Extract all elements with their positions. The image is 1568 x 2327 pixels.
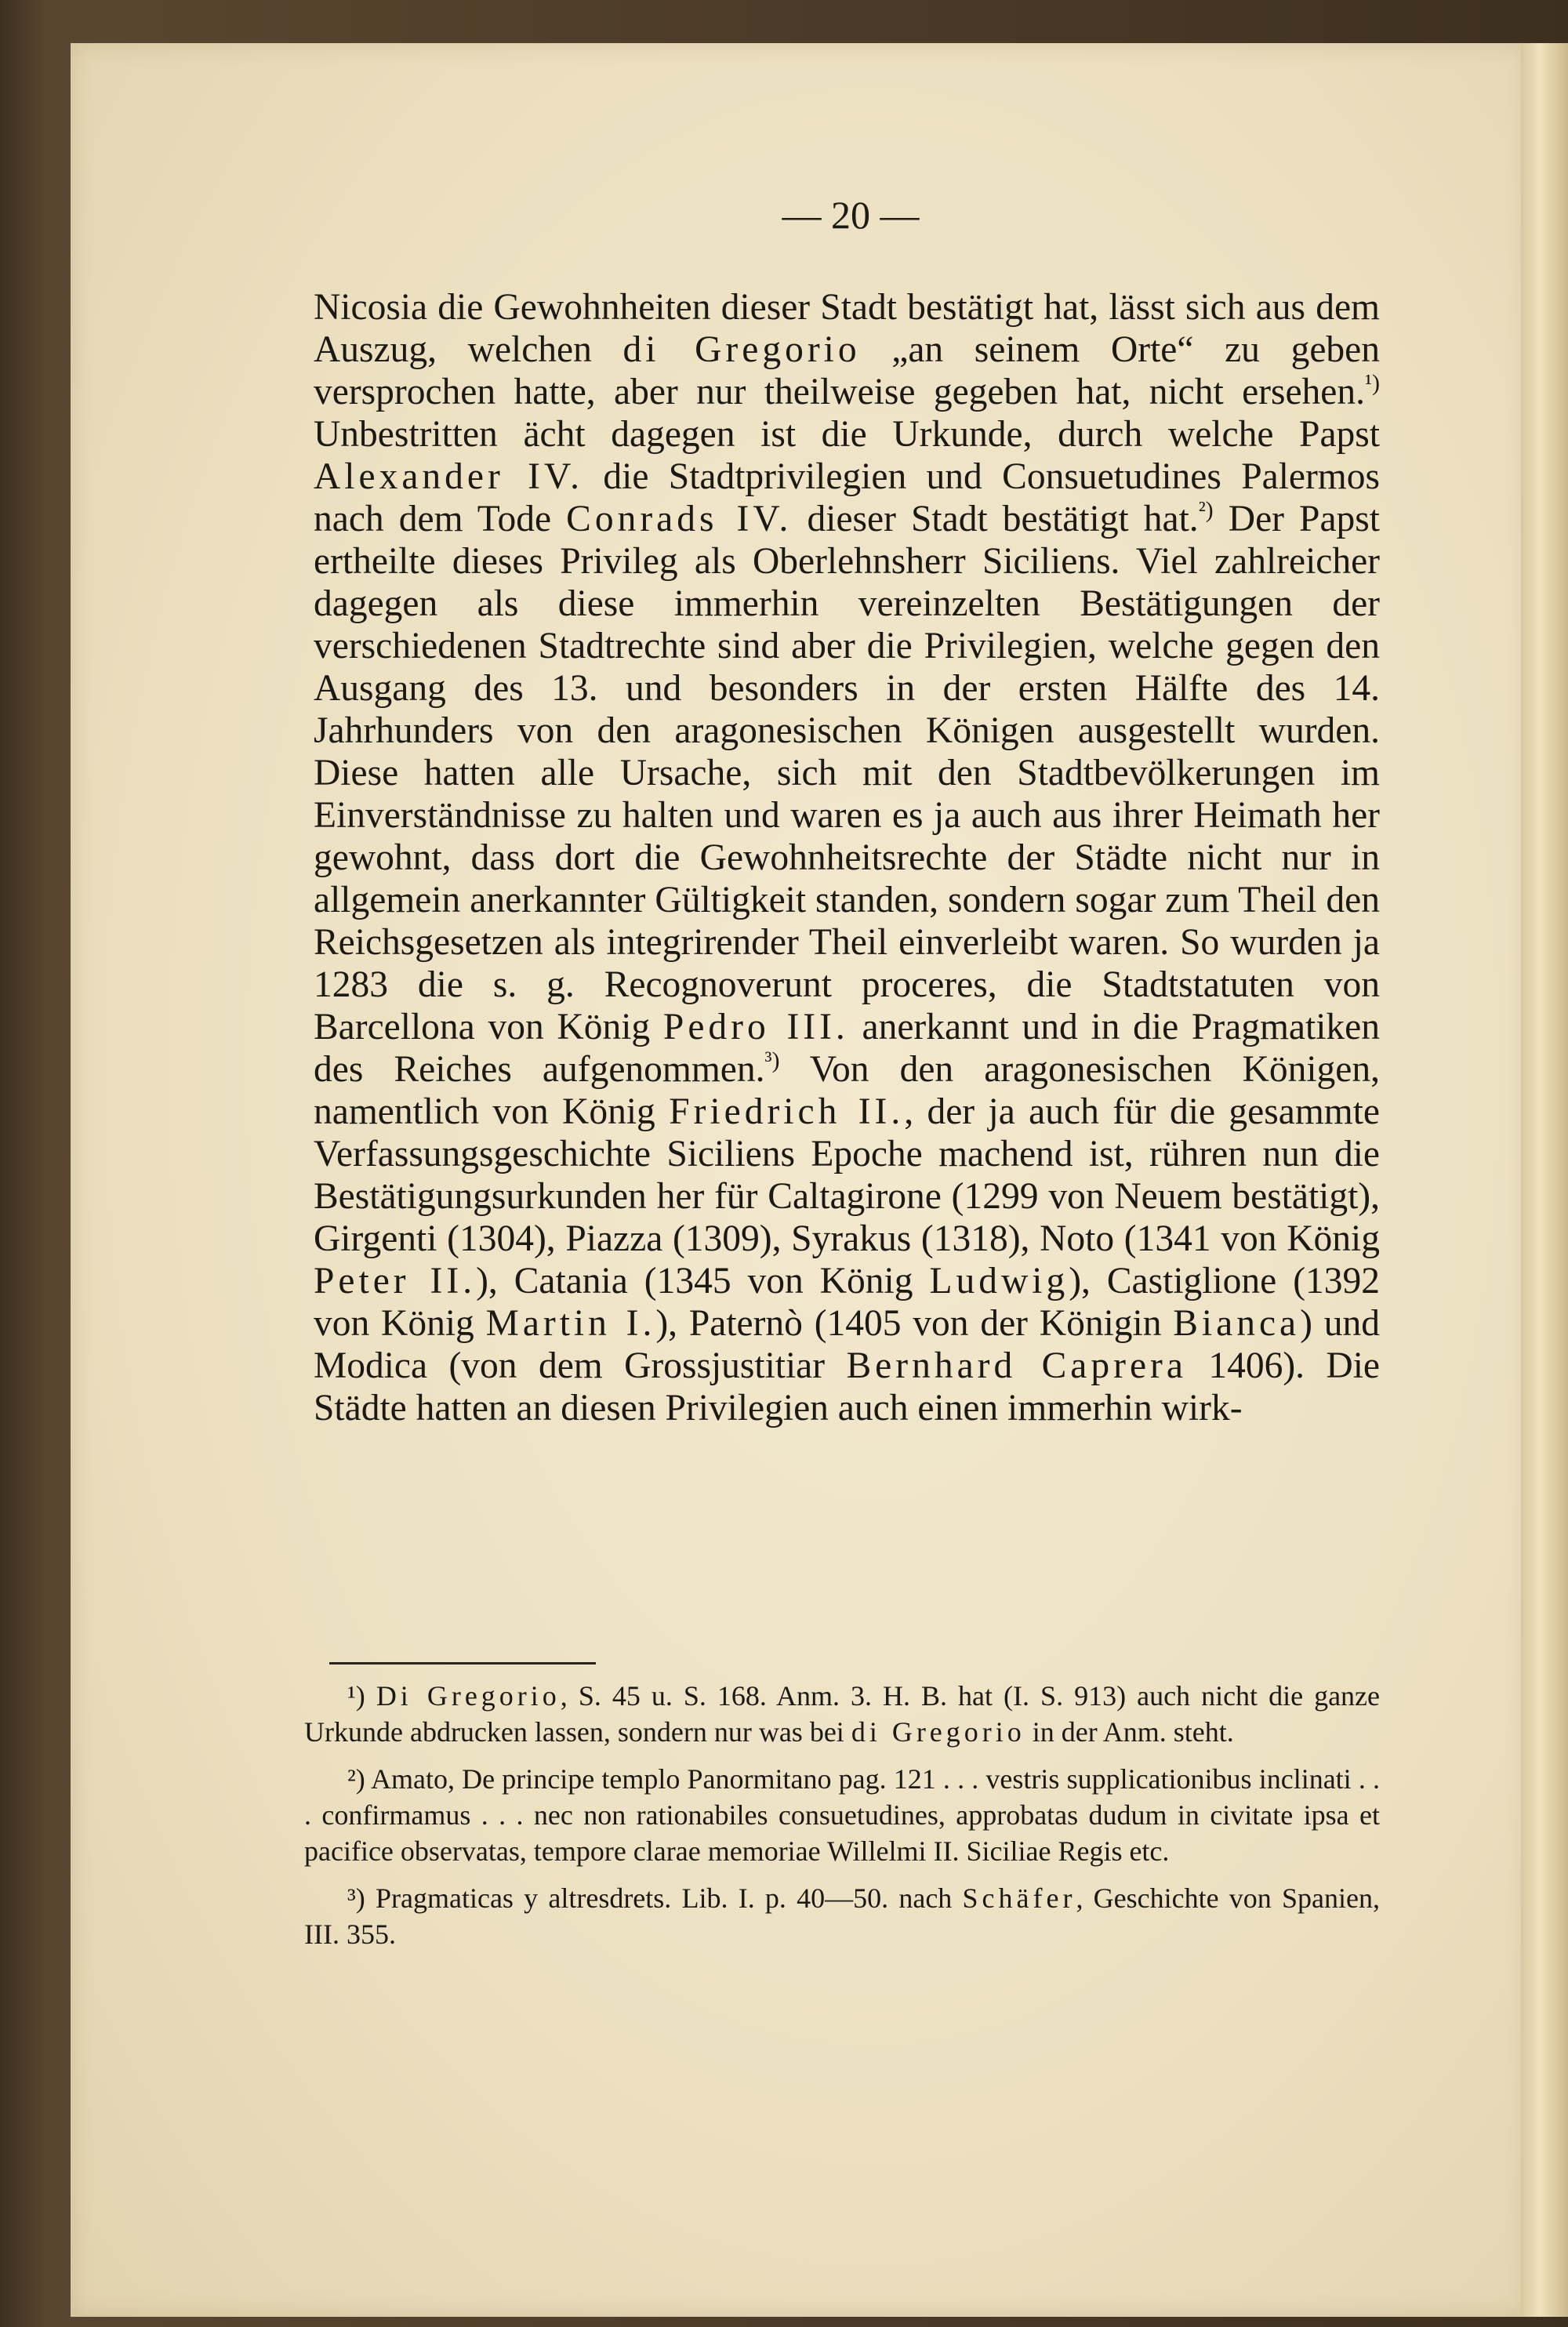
body-text-segment: ) und Modica (von dem Grossjustitiar [314,1303,1380,1386]
body-text-segment: „an seinem Orte“ zu geben versprochen hatte, aber nur theilweise gegeben hat, nicht ersehen. [314,329,1380,412]
footnote-text: Pragmaticas y altresdrets. Lib. I. p. 40—50. nach [376,1882,963,1914]
body-text-segment: ), Catania (1345 von König [476,1261,930,1301]
footnote-ref: ¹) [1365,370,1380,397]
spaced-name: Pedro III. [662,1007,849,1047]
footnote-mark: ³) [347,1882,365,1914]
spaced-name: Di Gregorio [376,1680,561,1712]
body-text-segment: Der Papst ertheilte dieses Privileg als Oberlehnsherr Siciliens. Viel zahlreicher dagegen als diese immerhin vereinzelten Bestätigungen der verschiedenen Stadtrechte sind aber die Privilegien, welche gegen den Ausgang des 13. und besonders in der ersten Hälfte des 14. Jahrhunders von den aragonesischen Königen ausgestellt wurden. Diese hatten alle Ursache, sich mit den Stadtbevölkerungen im Einverständnisse zu halten und waren es ja auch aus ihrer Heimath her gewohnt, dass dort die Gewohnheitsrechte der Städte nicht nur in allgemein anerkannter Gültigkeit standen, sondern sogar zum Theil den Reichsgesetzen als integrirender Theil einverleibt waren. So wurden ja 1283 die s. g. Recognoverunt proceres, die Stadtstatuten von Barcellona von König [314,499,1380,1047]
spaced-name: Bianca [1173,1303,1301,1344]
footnote-text: , S. 45 u. S. 168. Anm. 3. H. B. hat (I. S. 913) auch nicht die ganze Urkunde abdrucken lassen, sondern nur was bei [304,1680,1381,1748]
footnote-ref: ³) [764,1047,780,1074]
spaced-name: Conrads IV. [566,499,793,539]
spaced-name: Peter II. [314,1261,477,1301]
main-paragraph [314,286,1380,1429]
body-text-segment: die Stadtprivilegien und Consuetudines Palermos nach dem Tode [314,456,1380,539]
footnote-text: Amato, De principe templo Panormitano pag. 121 . . . vestris supplicationibus inclinati . . . confirmamus . . . nec non rationabiles consuetudines, approbatas dudum in civitate ipsa et pacifice observatas, tempore clarae memoriae Willelmi II. Siciliae Regis etc. [304,1763,1380,1867]
page-number: — 20 — [782,193,920,237]
body-text-segment: ), Paternò (1405 von der Königin [655,1303,1174,1344]
spaced-name: Ludwig [929,1261,1069,1301]
spaced-name: Alexander IV. [314,456,584,497]
body-text-segment: , der ja auch für die gesammte Verfassungsgeschichte Siciliens Epoche machend ist, rühren nun die Bestätigungsurkunden her für Caltagirone (1299 von Neuem bestätigt), Girgenti (1304), Piazza (1309), Syrakus (1318), Noto (1341 von König [314,1091,1380,1259]
spaced-name: di Gregorio [622,329,861,370]
footnote-2 [304,1761,1380,1869]
body-text-segment: Nicosia die Gewohnheiten dieser Stadt bestätigt hat, lässt sich aus dem Auszug, welchen [314,287,1380,370]
spaced-name: Martin I. [485,1303,656,1344]
footnote-divider [329,1662,596,1664]
body-text-segment: Von den aragonesischen Königen, namentlich von König [314,1049,1381,1132]
footnote-1 [304,1678,1380,1750]
spaced-name: di Gregorio [851,1716,1025,1748]
spaced-name: Friedrich II. [669,1091,905,1132]
page-edge [1521,43,1568,2317]
body-text-segment: ), Castiglione (1392 von König [314,1261,1381,1344]
footnotes [304,1678,1380,1963]
body-text-segment: Unbestritten ächt dagegen ist die Urkunde, durch welche Papst [314,414,1380,455]
footnote-mark: ¹) [347,1680,365,1712]
body-text-segment: anerkannt und in die Pragmatiken des Reiches aufgenommen. [314,1007,1380,1090]
body-text-segment: 1406). Die Städte hatten an diesen Privilegien auch einen immerhin wirk- [314,1345,1380,1429]
body-text-segment: dieser Stadt bestätigt hat. [792,499,1199,539]
footnote-ref: ²) [1198,497,1214,524]
footnote-text: , Geschichte von Spanien, III. 355. [304,1882,1380,1950]
footnote-mark: ²) [347,1763,365,1795]
footnote-3 [304,1880,1380,1952]
spaced-name: Bernhard Caprera [846,1345,1187,1386]
footnote-text: in der Anm. steht. [1025,1716,1234,1748]
spaced-name: Schäfer [962,1882,1076,1914]
